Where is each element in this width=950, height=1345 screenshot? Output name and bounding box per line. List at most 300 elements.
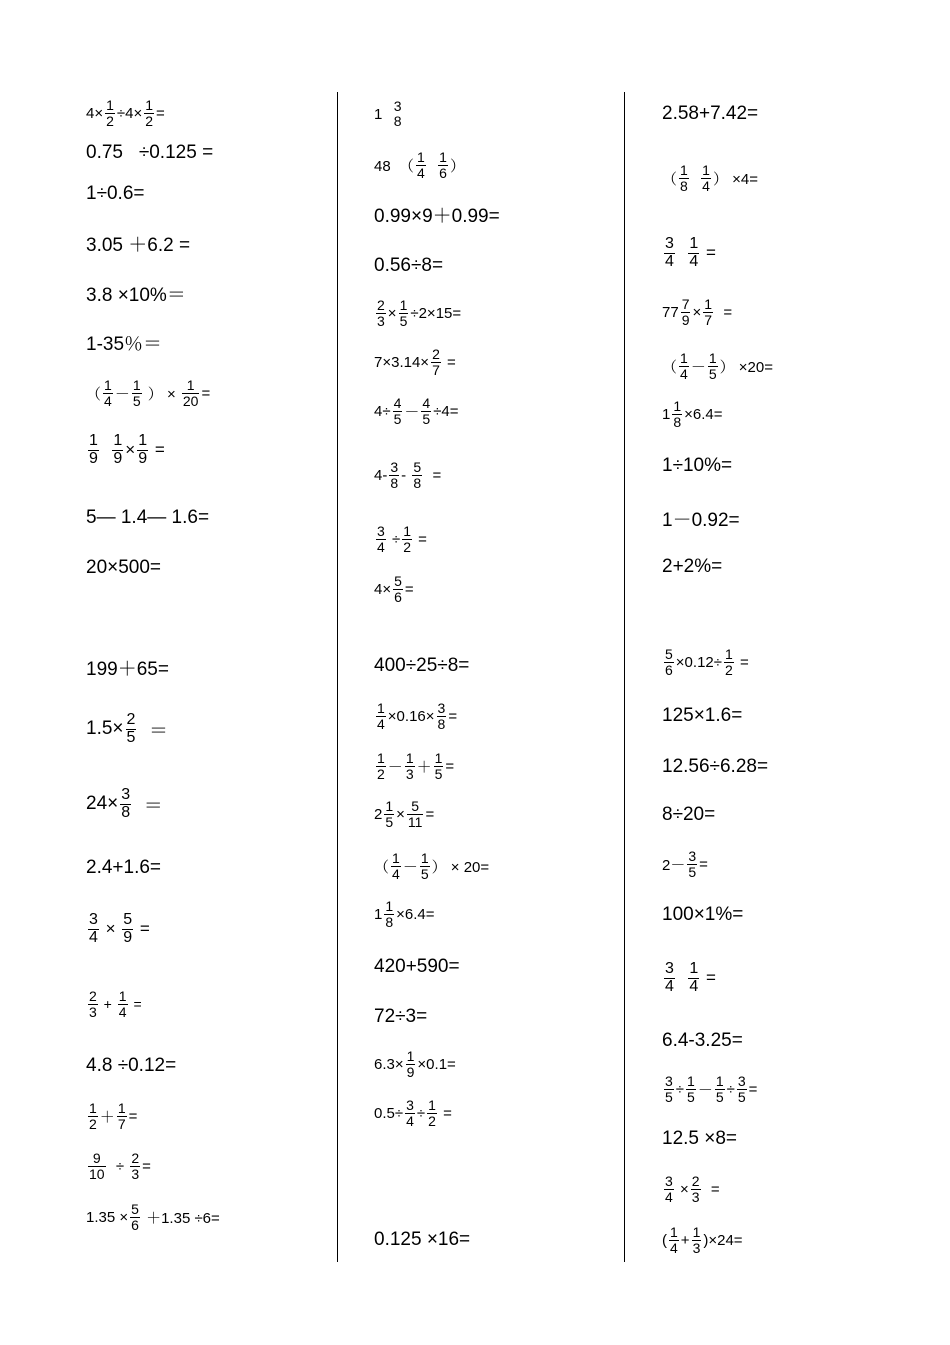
fraction-denominator: 5 (132, 392, 141, 409)
fraction-numerator: 1 (692, 1223, 701, 1240)
expression-text: （ (662, 170, 678, 188)
expression-text: = (445, 757, 455, 775)
fraction (692, 1225, 702, 1255)
fraction (431, 347, 441, 377)
fraction-denominator: 4 (689, 252, 699, 270)
fraction (120, 787, 131, 822)
expression-text: ） × 20= (431, 858, 490, 876)
expression-text: × (125, 440, 136, 459)
fraction-numerator: 1 (385, 897, 394, 914)
fraction-denominator: 2 (724, 661, 733, 678)
expression-text: 2.4+1.6= (86, 857, 162, 878)
fraction-numerator: 3 (406, 1096, 414, 1113)
expression-text: = (156, 104, 165, 122)
expression-text: 1－0.92= (662, 509, 740, 531)
fraction-numerator: 1 (708, 349, 717, 366)
fraction-numerator: 3 (89, 910, 98, 928)
expression-text: 1.35 × (86, 1208, 129, 1226)
fraction (402, 524, 412, 554)
expression-text: 6.4-3.25= (662, 1030, 743, 1051)
fraction (88, 1151, 106, 1181)
problem-1-20 (86, 1195, 220, 1239)
fraction (384, 799, 394, 829)
fraction-denominator: 7 (432, 361, 440, 378)
fraction-numerator: 1 (428, 1096, 436, 1113)
fraction (130, 1202, 140, 1232)
fraction-numerator: 5 (123, 910, 133, 928)
problem-3-7 (662, 444, 732, 488)
fraction-denominator: 3 (691, 1188, 700, 1205)
expression-text: = (438, 1104, 452, 1122)
problem-2-2 (374, 143, 465, 187)
problem-1-3 (86, 172, 145, 216)
expression-text: ÷ (726, 1080, 735, 1098)
fraction-denominator: 6 (665, 661, 673, 678)
problem-2-19 (374, 1042, 456, 1086)
fraction (701, 163, 711, 193)
problem-1-17 (86, 1044, 176, 1088)
fraction-denominator: 3 (377, 312, 385, 329)
fraction (389, 460, 399, 490)
fraction-denominator: 9 (681, 311, 690, 328)
problem-2-9 (374, 517, 427, 561)
expression-text: 1 (374, 905, 383, 923)
fraction-denominator: 20 (182, 392, 199, 409)
expression-text: （ (662, 358, 678, 376)
fraction (118, 989, 128, 1019)
problem-1-10 (86, 546, 161, 590)
fraction-numerator: 1 (673, 397, 682, 414)
expression-text: ×0.16× (387, 707, 435, 725)
expression-text: 48 （ (374, 157, 415, 175)
problem-3-20 (662, 1167, 720, 1211)
fraction (405, 751, 415, 781)
fraction-denominator: 9 (138, 449, 148, 467)
fraction-numerator: 1 (385, 797, 394, 814)
expression-text: = (715, 303, 733, 321)
fraction-numerator: 1 (113, 431, 123, 449)
fraction (88, 433, 99, 468)
expression-text: = (150, 440, 165, 459)
fraction (376, 524, 386, 554)
problem-3-12 (662, 745, 768, 789)
fraction (393, 574, 403, 604)
problem-2-10 (374, 567, 414, 611)
problem-3-3 (662, 231, 716, 275)
fraction-numerator: 5 (665, 645, 673, 662)
expression-text: 12.56÷6.28= (662, 756, 769, 777)
problem-3-4 (662, 290, 732, 334)
problem-1-7 (86, 371, 210, 415)
fraction-numerator: 2 (126, 710, 136, 728)
problem-2-3 (374, 192, 500, 236)
fraction-denominator: 3 (89, 1003, 97, 1020)
expression-text: ÷ (387, 530, 401, 548)
fraction-denominator: 9 (89, 449, 98, 467)
fraction-numerator: 2 (131, 1149, 140, 1166)
expression-text: 4- (374, 466, 388, 484)
expression-text: = (404, 580, 414, 598)
problem-3-9 (662, 545, 722, 589)
fraction (669, 1225, 679, 1255)
fraction-numerator: 1 (117, 1099, 126, 1116)
fraction-denominator: 4 (118, 1003, 127, 1020)
expression-text: 0.56÷8= (374, 255, 444, 276)
fraction (117, 1101, 127, 1131)
problem-1-6 (86, 320, 162, 364)
expression-text: + (99, 996, 116, 1012)
fraction-denominator: 4 (406, 1112, 414, 1129)
fraction-numerator: 3 (665, 234, 674, 252)
expression-text: = (701, 968, 716, 987)
fraction-numerator: 1 (132, 376, 141, 393)
fraction-denominator: 4 (377, 538, 385, 555)
problem-2-5 (374, 291, 461, 335)
expression-text: ） (449, 157, 465, 175)
fraction-numerator: 5 (411, 797, 420, 814)
expression-text: ＝ (138, 720, 168, 742)
problem-1-18 (86, 1094, 137, 1138)
fraction-denominator: 5 (399, 312, 408, 329)
fraction-numerator: 1 (724, 645, 733, 662)
fraction (691, 1174, 701, 1204)
fraction-denominator: 4 (665, 1188, 673, 1205)
fraction (412, 460, 422, 490)
fraction-numerator: 1 (89, 431, 98, 449)
fraction (703, 297, 713, 327)
problem-3-18 (662, 1067, 757, 1111)
problem-3-17 (662, 1019, 743, 1063)
expression-text: - (401, 466, 411, 484)
expression-text: － (697, 1081, 713, 1099)
fraction-numerator: 1 (417, 148, 425, 165)
expression-text: 400÷25÷8= (374, 655, 470, 676)
problem-3-5 (662, 344, 773, 388)
fraction-denominator: 5 (385, 813, 394, 830)
fraction (664, 236, 675, 271)
problem-2-14 (374, 792, 434, 836)
expression-text: 4.8 ÷0.12= (86, 1055, 177, 1076)
fraction-denominator: 5 (420, 865, 429, 882)
expression-text: = (201, 384, 211, 402)
fraction (672, 399, 682, 429)
problem-2-21 (374, 1218, 470, 1262)
expression-text: = (414, 530, 427, 548)
fraction (182, 378, 200, 408)
fraction-denominator: 3 (692, 1239, 701, 1256)
fraction-numerator: 1 (405, 749, 414, 766)
expression-text: 2 (374, 805, 383, 823)
fraction-numerator: 1 (680, 161, 688, 178)
problem-2-20 (374, 1091, 452, 1135)
expression-text: × (100, 919, 121, 938)
fraction (686, 1074, 696, 1104)
expression-text: ＋ (416, 758, 432, 776)
fraction-denominator: 6 (439, 164, 447, 181)
problem-3-10 (662, 640, 749, 684)
fraction (715, 1074, 725, 1104)
expression-text: = (425, 805, 435, 823)
fraction-denominator: 9 (406, 1063, 415, 1080)
fraction-denominator: 5 (688, 863, 697, 880)
expression-text: 2.58+7.42= (662, 103, 759, 124)
expression-text: ÷ (416, 1104, 426, 1122)
fraction-numerator: 1 (687, 1072, 695, 1089)
expression-text: 1÷10%= (662, 455, 733, 476)
expression-text: 3.05 ＋6.2 = (86, 234, 191, 256)
fraction (688, 236, 699, 271)
fraction-numerator: 3 (393, 98, 402, 115)
fraction-denominator: 8 (385, 913, 394, 930)
fraction (103, 378, 113, 408)
fraction-numerator: 1 (689, 234, 699, 252)
expression-text: ÷2×15= (410, 304, 462, 322)
problem-3-21 (662, 1218, 743, 1262)
fraction-denominator: 4 (670, 1239, 678, 1256)
fraction-denominator: 8 (413, 474, 422, 491)
problem-1-2 (86, 131, 213, 175)
fraction (664, 1174, 674, 1204)
fraction-numerator: 1 (104, 376, 112, 393)
problem-1-12 (86, 707, 168, 751)
expression-text: 420+590= (374, 956, 460, 977)
fraction (144, 98, 154, 128)
column-divider-right (624, 92, 625, 1262)
expression-text: × (675, 1180, 689, 1198)
fraction (434, 751, 444, 781)
expression-text: = (701, 243, 716, 262)
problem-3-8 (662, 496, 740, 540)
fraction (737, 1074, 747, 1104)
expression-text: 1 (662, 405, 671, 423)
fraction-denominator: 3 (131, 1165, 140, 1182)
expression-text: × (396, 805, 405, 823)
fraction (137, 433, 148, 468)
expression-text: 1 (374, 105, 391, 123)
fraction (679, 163, 689, 193)
expression-text: 1÷0.6= (86, 183, 145, 204)
fraction (105, 98, 115, 128)
fraction-denominator: 10 (89, 1165, 105, 1182)
fraction-numerator: 3 (377, 522, 385, 539)
expression-text: = (699, 855, 708, 873)
expression-text: 0.125 ×16= (374, 1229, 471, 1250)
fraction-numerator: 1 (680, 349, 688, 366)
fraction-denominator: 8 (680, 177, 688, 194)
fraction-numerator: 1 (702, 161, 710, 178)
fraction-denominator: 5 (665, 1088, 673, 1105)
expression-text: 0.75 ÷0.125 = (86, 142, 214, 163)
problem-3-13 (662, 793, 715, 837)
expression-text: ÷ (675, 1080, 685, 1098)
fraction (407, 799, 424, 829)
fraction-denominator: 4 (392, 865, 400, 882)
expression-text: = (135, 919, 150, 938)
fraction (416, 150, 426, 180)
expression-text: 6.3× (374, 1055, 404, 1073)
fraction-denominator: 5 (422, 410, 431, 427)
fraction (376, 751, 386, 781)
fraction-denominator: 4 (702, 177, 710, 194)
expression-text: 8÷20= (662, 804, 716, 825)
fraction-numerator: 3 (665, 1172, 673, 1189)
problem-3-6 (662, 392, 723, 436)
expression-text: － (402, 858, 418, 876)
expression-text: ） ×4= (712, 170, 758, 188)
expression-text: ＋1.35 ÷6= (141, 1209, 220, 1227)
expression-text: = (424, 466, 442, 484)
fraction-numerator: 1 (392, 849, 400, 866)
fraction-denominator: 2 (145, 112, 154, 129)
fraction-numerator: 5 (394, 572, 402, 589)
fraction (399, 298, 409, 328)
problem-3-1 (662, 92, 758, 136)
fraction-numerator: 1 (670, 1223, 678, 1240)
problem-2-6 (374, 340, 456, 384)
problem-3-15 (662, 893, 743, 937)
expression-text: 199＋65= (86, 658, 169, 680)
expression-text: × (692, 303, 702, 321)
fraction-numerator: 4 (393, 394, 402, 411)
fraction (376, 701, 386, 731)
expression-text: 4× (374, 580, 392, 598)
problem-2-4 (374, 244, 443, 288)
expression-text: )×24= (703, 1231, 743, 1249)
expression-text (677, 243, 686, 263)
expression-text (101, 440, 110, 460)
fraction (427, 1098, 437, 1128)
problem-1-8 (86, 428, 165, 472)
expression-text: 77 (662, 303, 679, 321)
fraction (664, 1074, 674, 1104)
expression-text: = (442, 353, 456, 371)
problem-3-2 (662, 156, 758, 200)
fraction-denominator: 2 (89, 1115, 97, 1132)
fraction-denominator: 4 (417, 164, 425, 181)
problem-1-19 (86, 1144, 151, 1188)
fraction-denominator: 9 (113, 449, 123, 467)
fraction-denominator: 5 (715, 1088, 724, 1105)
fraction-numerator: 3 (437, 699, 446, 716)
fraction-denominator: 2 (428, 1112, 436, 1129)
fraction-numerator: 4 (422, 394, 431, 411)
expression-text: ×0.1= (417, 1055, 456, 1073)
expression-text: 4× (86, 104, 104, 122)
fraction-denominator: 6 (131, 1216, 139, 1233)
fraction (130, 1151, 140, 1181)
problem-2-18 (374, 995, 427, 1039)
expression-text: = (702, 1180, 720, 1198)
fraction (376, 298, 386, 328)
fraction-denominator: 2 (403, 538, 411, 555)
expression-text: = (128, 1107, 138, 1125)
fraction-numerator: 1 (145, 96, 154, 113)
problem-3-16 (662, 956, 716, 1000)
expression-text: － (387, 758, 403, 776)
expression-text: ÷ (107, 1157, 129, 1175)
expression-text: = (735, 653, 749, 671)
fraction-denominator: 2 (106, 112, 114, 129)
fraction (724, 647, 734, 677)
problem-1-1 (86, 91, 165, 135)
expression-text: 0.5÷ (374, 1104, 404, 1122)
expression-text: 5— 1.4— 1.6= (86, 507, 210, 528)
problem-1-13 (86, 782, 163, 826)
expression-text: ( (662, 1231, 667, 1249)
fraction (681, 297, 691, 327)
expression-text (428, 157, 436, 174)
fraction-denominator: 4 (377, 715, 385, 732)
expression-text (677, 968, 686, 988)
fraction-numerator: 1 (689, 959, 699, 977)
fraction (391, 851, 401, 881)
fraction (664, 961, 675, 996)
expression-text: 0.99×9＋0.99= (374, 205, 500, 227)
fraction (406, 1049, 416, 1079)
expression-text: 72÷3= (374, 1006, 428, 1027)
problem-1-5 (86, 271, 186, 315)
fraction-numerator: 3 (390, 458, 399, 475)
fraction (88, 1101, 98, 1131)
expression-text: ＝ (133, 795, 163, 817)
fraction-denominator: 7 (117, 1115, 126, 1132)
expression-text: 1.5× (86, 718, 124, 739)
fraction-numerator: 1 (704, 295, 713, 312)
expression-text: － (114, 385, 130, 403)
fraction (437, 701, 447, 731)
expression-text: （ (374, 858, 390, 876)
fraction (88, 989, 98, 1019)
fraction-denominator: 8 (437, 715, 446, 732)
fraction-numerator: 9 (92, 1149, 101, 1166)
expression-text: ） ×20= (719, 358, 773, 376)
fraction (687, 849, 697, 879)
fraction-numerator: 1 (399, 296, 408, 313)
fraction-numerator: 1 (439, 148, 447, 165)
fraction (688, 961, 699, 996)
problem-1-16 (86, 982, 142, 1026)
fraction-denominator: 8 (393, 113, 402, 129)
fraction-numerator: 1 (406, 1047, 415, 1064)
expression-text: 12.5 ×8= (662, 1128, 738, 1149)
expression-text: ＋ (99, 1108, 115, 1126)
expression-text (691, 170, 699, 187)
fraction (88, 912, 99, 947)
expression-text: = (142, 1157, 151, 1175)
fraction (384, 899, 394, 929)
fraction-numerator: 5 (131, 1200, 139, 1217)
fraction (122, 912, 133, 947)
problem-2-17 (374, 945, 460, 989)
fraction-denominator: 7 (704, 311, 713, 328)
expression-text: 1-35％＝ (86, 333, 163, 355)
fraction-numerator: 1 (715, 1072, 724, 1089)
problem-2-1 (374, 92, 404, 136)
fraction-numerator: 3 (665, 1072, 673, 1089)
fraction-denominator: 5 (393, 410, 402, 427)
problem-2-7 (374, 389, 459, 433)
fraction (132, 378, 142, 408)
problem-1-4 (86, 221, 190, 265)
expression-text: 125×1.6= (662, 705, 743, 726)
fraction (420, 851, 430, 881)
problem-2-8 (374, 453, 441, 497)
expression-text: ） × (143, 385, 180, 403)
fraction-numerator: 3 (737, 1072, 746, 1089)
fraction-numerator: 2 (691, 1172, 700, 1189)
column-divider-left (337, 92, 338, 1262)
fraction-numerator: 1 (403, 522, 411, 539)
